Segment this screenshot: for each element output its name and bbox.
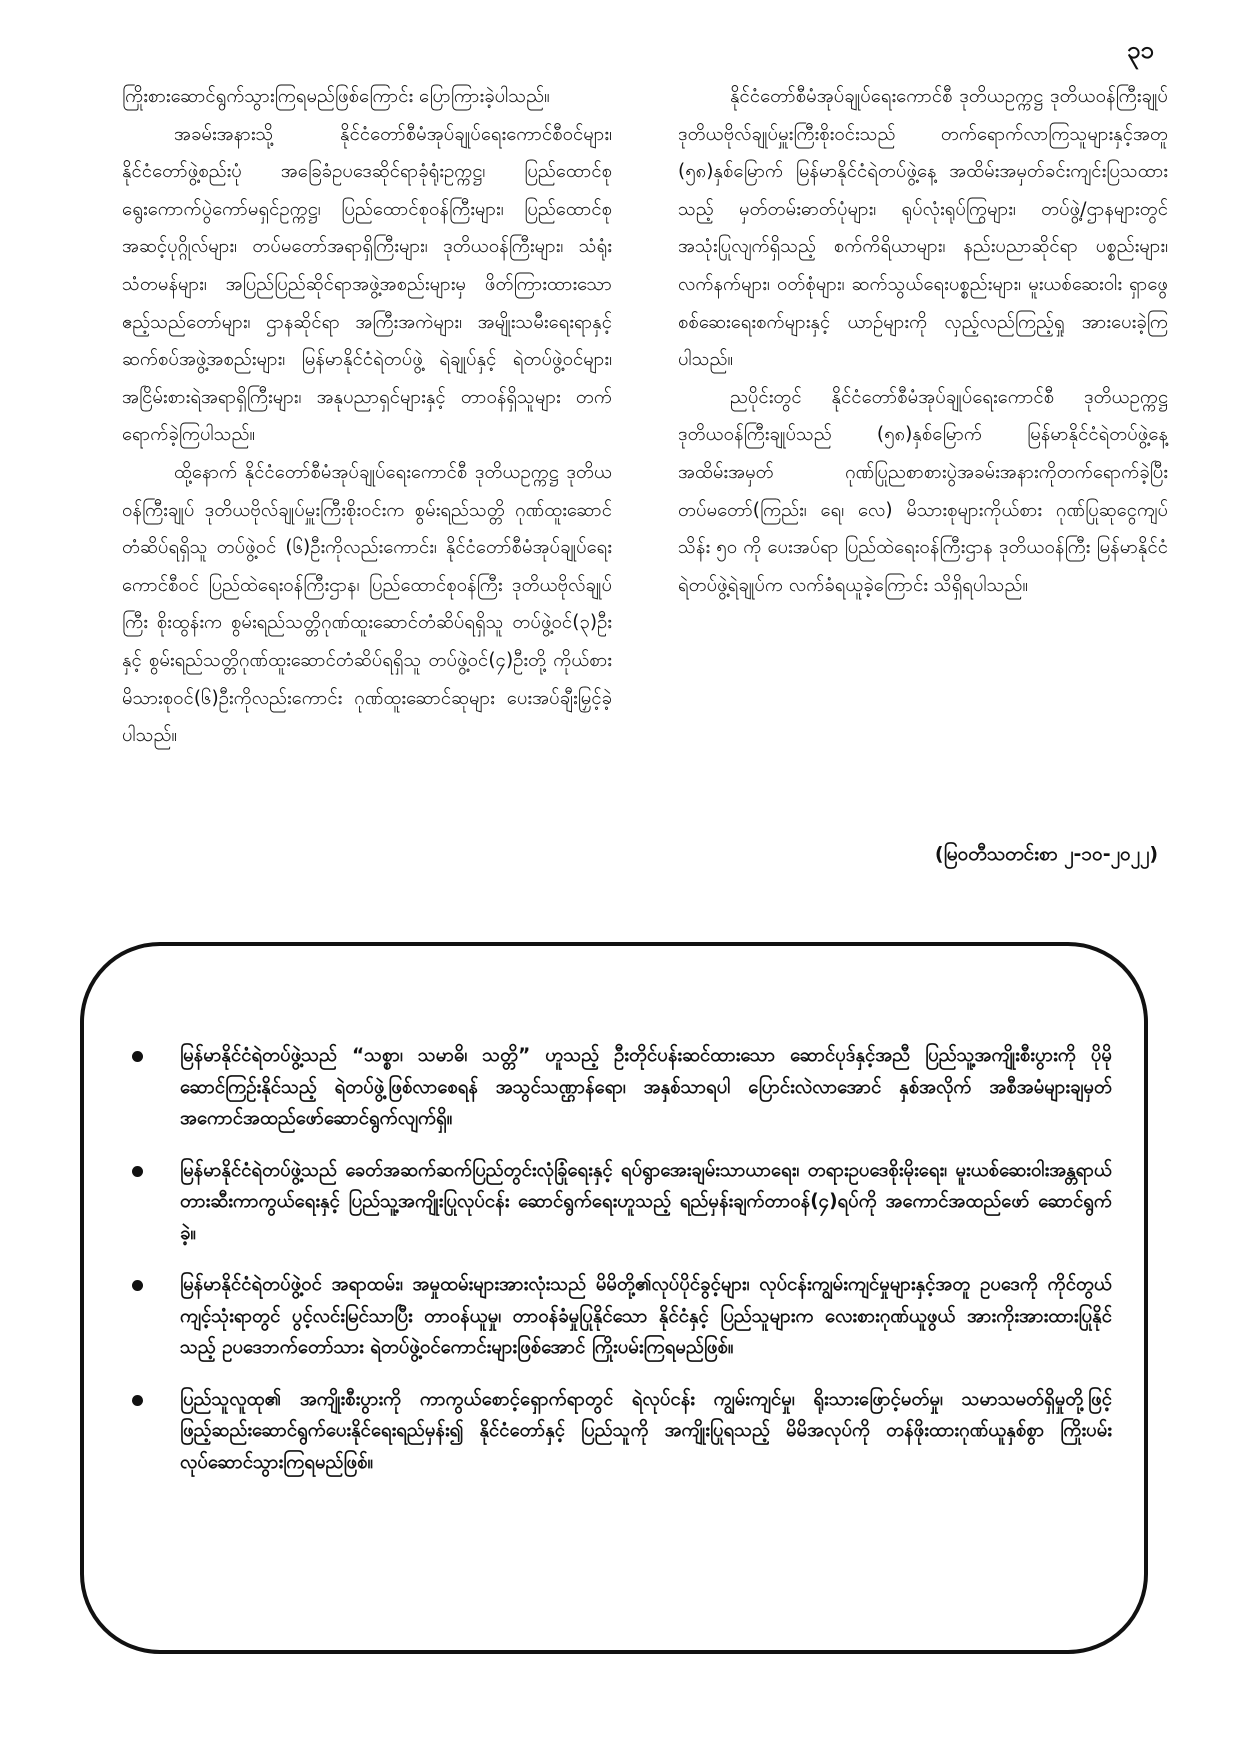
list-item — [132, 1040, 1112, 1135]
bullet-text: မြန်မာနိုင်ငံရဲတပ်ဖွဲ့ဝင် အရာထမ်း၊ အမှုထမ်းများအားလုံးသည် မိမိတို့၏လုပ်ပိုင်ခွင့်များ၊ လုပ်ငန်းကျွမ်းကျင်မှုများနှင့်အတူ ဥပဒေကို ကိုင်တွယ်ကျင့်သုံးရာတွင် ပွင့်လင်းမြင်သာပြီး တာဝန်ယူမှု၊ တာဝန်ခံမှုပြုနိုင်သော နိုင်ငံနှင့် ပြည်သူများက လေးစားဂုဏ်ယူဖွယ် အားကိုးအားထားပြုနိုင်သည့် ဥပဒေဘက်တော်သား ရဲတပ်ဖွဲ့ဝင်ကောင်းများဖြစ်အောင် ကြိုးပမ်းကြရမည်ဖြစ်။ — [180, 1274, 1112, 1358]
list-item — [132, 1155, 1112, 1250]
bullet-text: မြန်မာနိုင်ငံရဲတပ်ဖွဲ့သည် “သစ္စာ၊ သမာဓိ၊ သတ္တိ” ဟူသည့် ဦးတိုင်ပန်းဆင်ထားသော ဆောင်ပုဒ်နှင့်အညီ ပြည်သူ့အကျိုးစီးပွားကို ပိုမိုဆောင်ကြဉ်းနိုင်သည့် ရဲတပ်ဖွဲ့ဖြစ်လာစေရန် အသွင်သဏ္ဌာန်ရော၊ အနှစ်သာရပါ ပြောင်းလဲလာအောင် နှစ်အလိုက် အစီအမံများချမှတ်အကောင်အထည်ဖော်ဆောင်ရွက်လျက်ရှိ။ — [180, 1045, 1112, 1129]
paragraph: ညပိုင်းတွင် နိုင်ငံတော်စီမံအုပ်ချုပ်ရေးကောင်စီ ဒုတိယဥက္ကဋ္ဌ ဒုတိယဝန်ကြီးချုပ်သည် (၅၈)နှစ်မြောက် မြန်မာနိုင်ငံရဲတပ်ဖွဲ့နေ့အထိမ်းအမှတ် ဂုဏ်ပြုညစာစားပွဲအခမ်းအနားကိုတက်ရောက်ခဲ့ပြီး တပ်မတော်(ကြည်း၊ ရေ၊ လေ) မိသားစုများကိုယ်စား ဂုဏ်ပြုဆုငွေကျပ် သိန်း ၅၀ ကို ပေးအပ်ရာ ပြည်ထဲရေးဝန်ကြီးဌာန ဒုတိယဝန်ကြီး မြန်မာနိုင်ငံရဲတပ်ဖွဲ့ရဲချုပ်က လက်ခံရယူခဲ့ကြောင်း သိရှိရပါသည်။ — [678, 386, 1168, 596]
list-item — [132, 1384, 1112, 1479]
page-number: ၃၁ — [1127, 36, 1154, 64]
paragraph: ကြိုးစားဆောင်ရွက်သွားကြရမည်ဖြစ်ကြောင်း ပြောကြားခဲ့ပါသည်။ — [122, 86, 550, 107]
highlight-box — [80, 942, 1148, 1654]
paragraph: နိုင်ငံတော်စီမံအုပ်ချုပ်ရေးကောင်စီ ဒုတိယဥက္ကဋ္ဌ ဒုတိယဝန်ကြီးချုပ် ဒုတိယဗိုလ်ချုပ်မှူးကြီးစိုးဝင်းသည် တက်ရောက်လာကြသူများနှင့်အတူ (၅၈)နှစ်မြောက် မြန်မာနိုင်ငံရဲတပ်ဖွဲ့နေ့ အထိမ်းအမှတ်ခင်းကျင်းပြသထားသည့် မှတ်တမ်းဓာတ်ပုံများ၊ ရုပ်လုံးရုပ်ကြွများ၊ တပ်ဖွဲ့/ဌာနများတွင် အသုံးပြုလျက်ရှိသည့် စက်ကိရိယာများ၊ နည်းပညာဆိုင်ရာ ပစ္စည်းများ၊ လက်နက်များ၊ ဝတ်စုံများ၊ ဆက်သွယ်ရေးပစ္စည်းများ၊ မူးယစ်ဆေးဝါး ရှာဖွေစစ်ဆေးရေးစက်များနှင့် ယာဉ်များကို လှည့်လည်ကြည့်ရှု အားပေးခဲ့ကြပါသည်။ — [678, 86, 1168, 371]
bullet-icon — [132, 1051, 143, 1062]
bullet-list — [132, 1040, 1112, 1498]
list-item — [132, 1269, 1112, 1364]
bullet-icon — [132, 1280, 143, 1291]
paragraph: ထို့နောက် နိုင်ငံတော်စီမံအုပ်ချုပ်ရေးကောင်စီ ဒုတိယဥက္ကဋ္ဌ ဒုတိယဝန်ကြီးချုပ် ဒုတိယဗိုလ်ချုပ်မှူးကြီးစိုးဝင်းက စွမ်းရည်သတ္တိ ဂုဏ်ထူးဆောင်တံဆိပ်ရရှိသူ တပ်ဖွဲ့ဝင် (၆)ဦးကိုလည်းကောင်း၊ နိုင်ငံတော်စီမံအုပ်ချုပ်ရေးကောင်စီဝင် ပြည်ထဲရေးဝန်ကြီးဌာန၊ ပြည်ထောင်စုဝန်ကြီး ဒုတိယဗိုလ်ချုပ်ကြီး စိုးထွန်းက စွမ်းရည်သတ္တိဂုဏ်ထူးဆောင်တံဆိပ်ရရှိသူ တပ်ဖွဲ့ဝင်(၃)ဦးနှင့် စွမ်းရည်သတ္တိဂုဏ်ထူးဆောင်တံဆိပ်ရရှိသူ တပ်ဖွဲ့ဝင်(၄)ဦးတို့ ကိုယ်စားမိသားစုဝင်(၆)ဦးကိုလည်းကောင်း ဂုဏ်ထူးဆောင်ဆုများ ပေးအပ်ချီးမြှင့်ခဲ့ပါသည်။ — [122, 461, 612, 747]
paragraph: အခမ်းအနားသို့ နိုင်ငံတော်စီမံအုပ်ချုပ်ရေးကောင်စီဝင်များ၊ နိုင်ငံတော်ဖွဲ့စည်းပုံ အခြေခံဥပဒေဆိုင်ရာခုံရုံးဥက္ကဋ္ဌ၊ ပြည်ထောင်စုရွေးကောက်ပွဲကော်မရှင်ဥက္ကဋ္ဌ၊ ပြည်ထောင်စုဝန်ကြီးများ၊ ပြည်ထောင်စုအဆင့်ပုဂ္ဂိုလ်များ၊ တပ်မတော်အရာရှိကြီးများ၊ ဒုတိယဝန်ကြီးများ၊ သံရုံးသံတမန်များ၊ အပြည်ပြည်ဆိုင်ရာအဖွဲ့အစည်းများမှ ဖိတ်ကြားထားသော ဧည့်သည်တော်များ၊ ဌာနဆိုင်ရာ အကြီးအကဲများ၊ အမျိုးသမီးရေးရာနှင့်ဆက်စပ်အဖွဲ့အစည်းများ၊ မြန်မာနိုင်ငံရဲတပ်ဖွဲ့ ရဲချုပ်နှင့် ရဲတပ်ဖွဲ့ဝင်များ၊ အငြိမ်းစားရဲအရာရှိကြီးများ၊ အနုပညာရှင်များနှင့် တာဝန်ရှိသူများ တက်ရောက်ခဲ့ကြပါသည်။ — [122, 123, 612, 446]
article-body — [122, 78, 1168, 898]
bullet-text: ပြည်သူလူထု၏ အကျိုးစီးပွားကို ကာကွယ်စောင့်ရှောက်ရာတွင် ရဲလုပ်ငန်း ကျွမ်းကျင်မှု၊ ရိုးသားဖြောင့်မတ်မှု၊ သမာသမတ်ရှိမှုတို့ဖြင့် ဖြည့်ဆည်းဆောင်ရွက်ပေးနိုင်ရေးရည်မှန်း၍ နိုင်ငံတော်နှင့် ပြည်သူကို အကျိုးပြုရသည့် မိမိအလုပ်ကို တန်ဖိုးထားဂုဏ်ယူနှစ်စွာ ကြိုးပမ်းလုပ်ဆောင်သွားကြရမည်ဖြစ်။ — [180, 1388, 1112, 1473]
bullet-icon — [132, 1395, 143, 1406]
left-column — [122, 78, 612, 755]
bullet-icon — [132, 1166, 143, 1177]
source-citation: (မြဝတီသတင်းစာ ၂-၁၀-၂၀၂၂) — [934, 843, 1158, 865]
bullet-text: မြန်မာနိုင်ငံရဲတပ်ဖွဲ့သည် ခေတ်အဆက်ဆက်ပြည်တွင်းလုံခြုံရေးနှင့် ရပ်ရွာအေးချမ်းသာယာရေး၊ တရားဥပဒေစိုးမိုးရေး၊ မူးယစ်ဆေးဝါးအန္တရာယ် တားဆီးကာကွယ်ရေးနှင့် ပြည်သူ့အကျိုးပြုလုပ်ငန်း ဆောင်ရွက်ရေးဟူသည့် ရည်မှန်းချက်တာဝန်(၄)ရပ်ကို အကောင်အထည်ဖော် ဆောင်ရွက်ခဲ့။ — [180, 1159, 1112, 1244]
right-column — [678, 78, 1168, 604]
